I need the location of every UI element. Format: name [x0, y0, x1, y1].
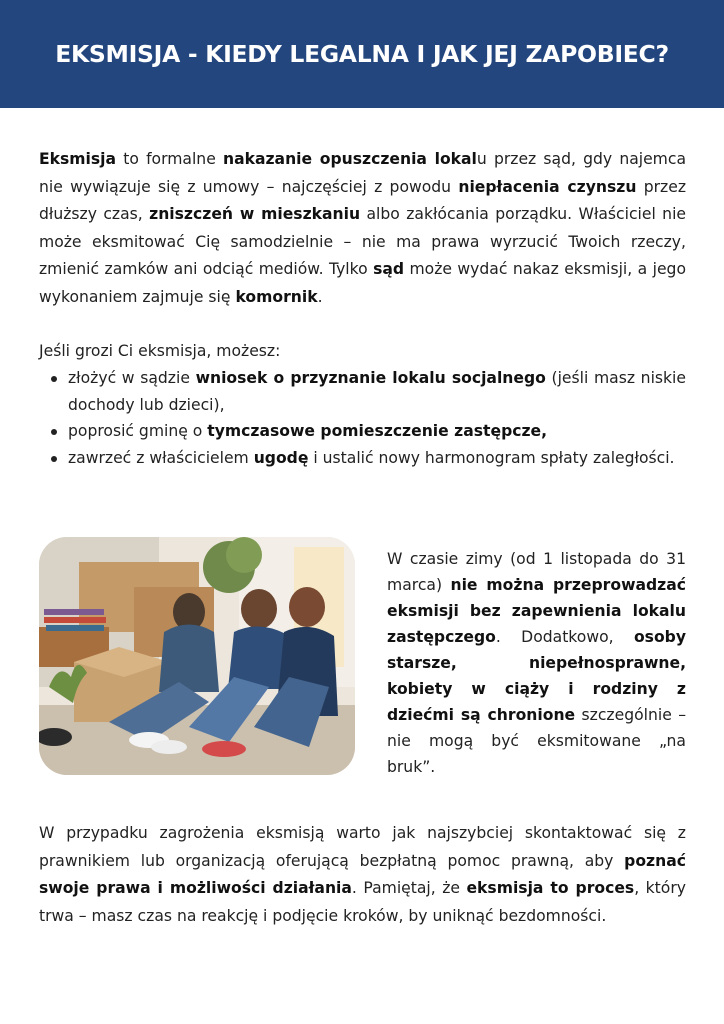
- text-bold: nie można przeprowadzać eksmisji bez zapewnienia lokalu zastępczego: [387, 576, 687, 646]
- text: przez dłuższy czas,: [39, 177, 687, 224]
- text-bold: zniszczeń w mieszkaniu: [149, 205, 361, 224]
- text: złożyć w sądzie: [68, 369, 196, 387]
- list-item: [39, 445, 686, 472]
- text-bold: sąd: [373, 260, 405, 279]
- text: . Dodatkowo,: [495, 628, 634, 646]
- text-bold: Eksmisja: [39, 150, 117, 168]
- text: może wydać nakaz eksmisji, a jego wykonaniem zajmuje się: [39, 260, 686, 306]
- text: to formalne: [116, 150, 223, 168]
- text-bold: wniosek o przyznanie lokalu socjalnego: [195, 369, 546, 387]
- title-banner: [0, 0, 724, 108]
- intro-paragraph: [39, 146, 686, 312]
- photo-illustration: [39, 537, 355, 775]
- distressed-family-photo: [39, 537, 355, 775]
- text-bold: ugodę: [253, 448, 309, 467]
- winter-protection-text: [387, 546, 686, 780]
- text: W czasie zimy (od 1 listopada do 31 marca): [387, 550, 686, 594]
- list-item: [39, 418, 686, 445]
- text-bold: osoby starsze, niepełnosprawne, kobiety w ciąży i rodziny z dziećmi są chronione: [387, 628, 686, 724]
- page-title: EKSMISJA - KIEDY LEGALNA I JAK JEJ ZAPOBIEC?: [55, 40, 669, 68]
- text: .: [317, 287, 323, 306]
- text: u przez sąd, gdy najemca nie wywiązuje się z umowy – najczęściej z powodu: [39, 150, 687, 196]
- options-intro: Jeśli grozi Ci eksmisja, możesz:: [39, 342, 281, 360]
- text: szczególnie – nie mogą być eksmitowane „na bruk”.: [387, 706, 686, 776]
- text-bold: tymczasowe pomieszczenie zastępcze,: [207, 422, 548, 440]
- options-list: [39, 365, 686, 471]
- text: (jeśli masz niskie dochody lub dzieci),: [68, 369, 686, 414]
- text: W przypadku zagrożenia eksmisją warto jak najszybciej skontaktować się z prawnikiem lub organizacją oferującą bezpłatną pomoc prawną, aby: [39, 824, 686, 870]
- text-bold: komornik: [235, 287, 318, 306]
- text: zawrzeć z właścicielem: [68, 448, 254, 467]
- text: poprosić gminę o: [68, 422, 208, 440]
- list-item: [39, 365, 686, 418]
- text-bold: eksmisja to proces: [466, 879, 635, 898]
- text-bold: niepłacenia czynszu: [458, 177, 637, 196]
- text: i ustalić nowy harmonogram spłaty zaległości.: [308, 448, 675, 467]
- text-bold: nakazanie opuszczenia lokal: [222, 150, 477, 168]
- text: , który trwa – masz czas na reakcję i podjęcie kroków, by uniknąć bezdomności.: [39, 879, 686, 925]
- text-bold: poznać swoje prawa i możliwości działania: [39, 851, 686, 898]
- closing-paragraph: [39, 820, 686, 930]
- text: albo zakłócania porządku. Właściciel nie może eksmitować Cię samodzielnie – nie ma prawa wyrzucić Twoich rzeczy, zmienić zamków ani odciąć mediów. Tylko: [39, 205, 686, 279]
- text: . Pamiętaj, że: [351, 879, 467, 898]
